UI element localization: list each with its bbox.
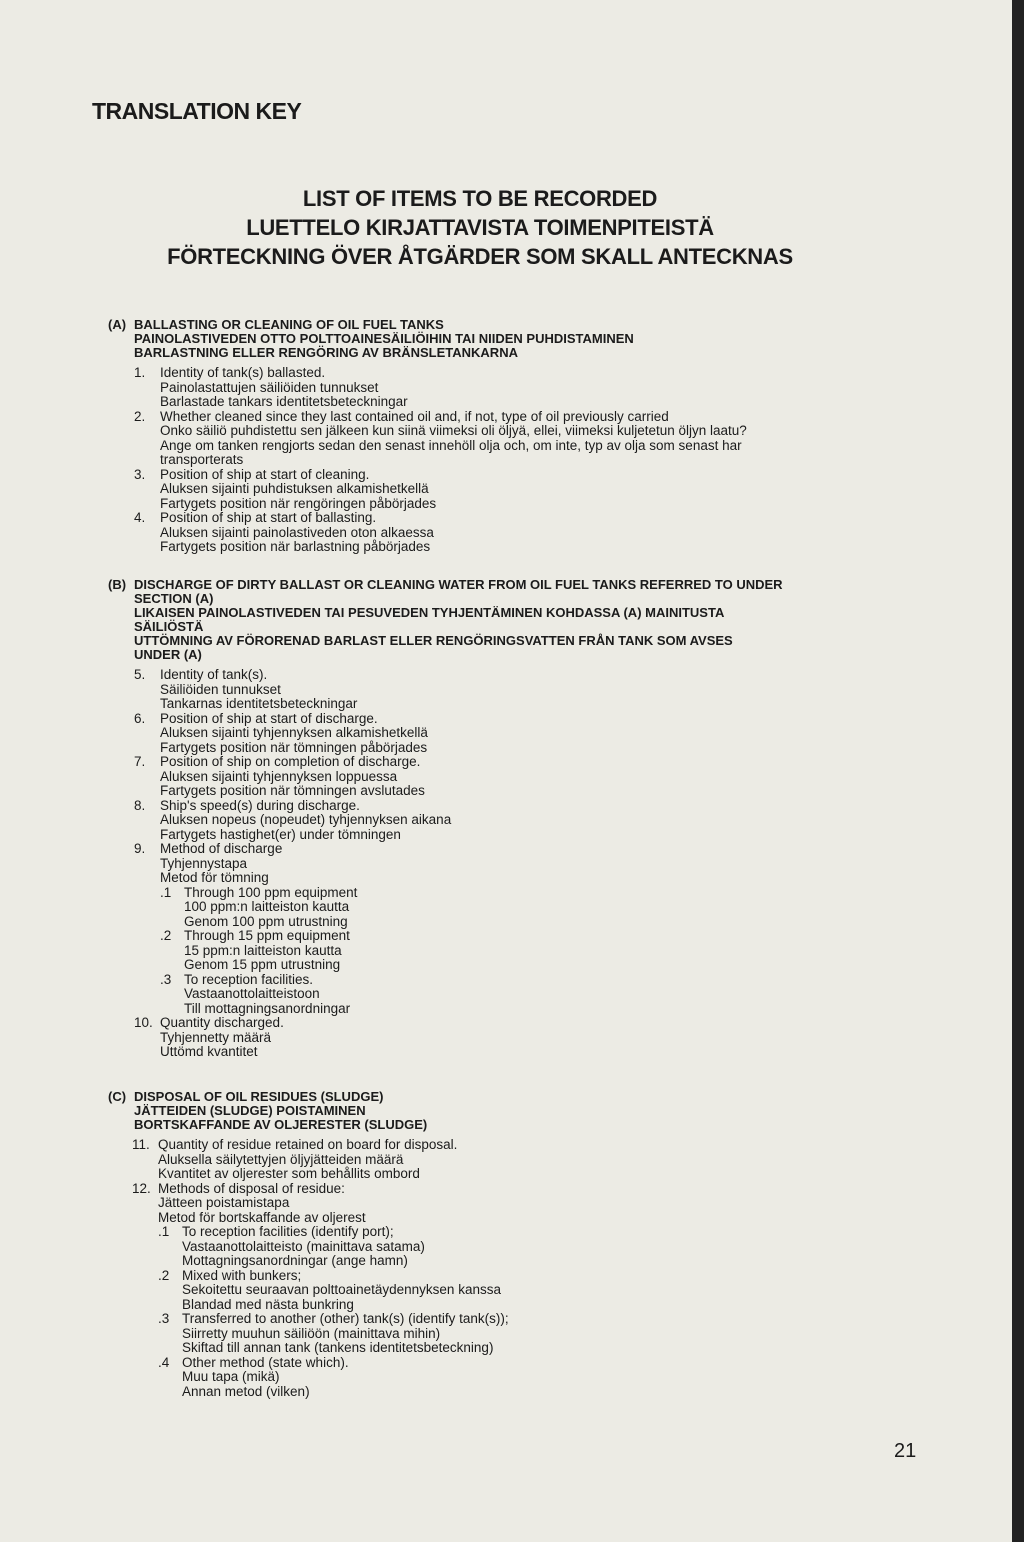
page-number: 21 bbox=[894, 1440, 917, 1462]
sub-item-line: Annan metod (vilken) bbox=[182, 1383, 310, 1399]
item-line: Position of ship at start of ballasting. bbox=[160, 510, 377, 525]
list-item bbox=[134, 712, 783, 756]
list-title-block bbox=[150, 184, 810, 271]
item-number: 4. bbox=[134, 510, 146, 525]
section-heading bbox=[108, 318, 747, 360]
item-number: 9. bbox=[134, 841, 146, 856]
title-swedish: FÖRTECKNING ÖVER ÅTGÄRDER SOM SKALL ANTECKNAS bbox=[167, 244, 793, 269]
section-heading-line: DISPOSAL OF OIL RESIDUES (SLUDGE) bbox=[134, 1089, 384, 1104]
section-heading-line: UTTÖMNING AV FÖRORENAD BARLAST ELLER RENGÖRINGSVATTEN FRÅN TANK SOM AVSES bbox=[134, 633, 733, 648]
sub-item-number: .4 bbox=[158, 1354, 170, 1370]
section-c bbox=[108, 1090, 509, 1399]
item-line: Aluksen sijainti puhdistuksen alkamishetkellä bbox=[160, 481, 429, 496]
section-b bbox=[108, 578, 783, 1060]
sub-item-line: Blandad med nästa bunkring bbox=[182, 1296, 354, 1312]
section-label: (B) bbox=[108, 577, 127, 592]
item-number: 5. bbox=[134, 667, 146, 682]
sub-item-number: .1 bbox=[160, 884, 172, 900]
list-item bbox=[134, 366, 747, 410]
item-line: Ange om tanken rengjorts sedan den senast innehöll olja och, om inte, typ av olja som senast har bbox=[160, 437, 742, 453]
item-line: Fartygets position när tömningen avslutades bbox=[160, 783, 425, 798]
item-line: Methods of disposal of residue: bbox=[158, 1180, 345, 1196]
item-line: Aluksen nopeus (nopeudet) tyhjennyksen aikana bbox=[160, 812, 452, 827]
sub-item-line: Vastaanottolaitteisto (mainittava satama) bbox=[182, 1238, 425, 1254]
item-number: 11. bbox=[132, 1137, 150, 1152]
section-heading-line: JÄTTEIDEN (SLUDGE) POISTAMINEN bbox=[134, 1103, 366, 1118]
item-line: Aluksen sijainti painolastiveden oton alkaessa bbox=[160, 524, 434, 540]
item-line: Aluksella säilytettyjen öljyjätteiden määrä bbox=[158, 1151, 404, 1167]
section-heading-line: DISCHARGE OF DIRTY BALLAST OR CLEANING WATER FROM OIL FUEL TANKS REFERRED TO UNDER bbox=[134, 577, 783, 592]
title-english: LIST OF ITEMS TO BE RECORDED bbox=[302, 186, 658, 211]
sub-item-line: Sekoitettu seuraavan polttoainetäydennyksen kanssa bbox=[182, 1282, 501, 1297]
sub-item-line: Through 100 ppm equipment bbox=[184, 884, 358, 900]
item-line: Barlastade tankars identitetsbeteckningar bbox=[160, 394, 408, 409]
title-finnish: LUETTELO KIRJATTAVISTA TOIMENPITEISTÄ bbox=[246, 215, 714, 240]
item-line: Fartygets position när rengöringen påbörjades bbox=[160, 495, 437, 511]
item-list bbox=[132, 1138, 509, 1399]
list-item bbox=[132, 1182, 509, 1400]
item-line: Metod för tömning bbox=[160, 870, 269, 885]
sub-item-line: Muu tapa (mikä) bbox=[182, 1369, 280, 1384]
item-line: Ship's speed(s) during discharge. bbox=[160, 797, 360, 813]
item-line: Position of ship at start of discharge. bbox=[160, 710, 378, 726]
sub-item-line: Through 15 ppm equipment bbox=[184, 928, 350, 943]
item-list bbox=[134, 668, 783, 1060]
item-line: Quantity discharged. bbox=[160, 1015, 284, 1030]
section-heading-line: UNDER (A) bbox=[134, 647, 202, 662]
sub-item bbox=[158, 1225, 509, 1269]
sub-item-line: Till mottagningsanordningar bbox=[184, 1000, 351, 1016]
sub-item-line: Transferred to another (other) tank(s) (identify tank(s)); bbox=[182, 1311, 509, 1326]
item-line: Uttömd kvantitet bbox=[160, 1044, 258, 1059]
sub-item-line: Vastaanottolaitteistoon bbox=[184, 986, 320, 1001]
item-line: Aluksen sijainti tyhjennyksen alkamishetkellä bbox=[160, 725, 428, 740]
sub-item-number: .3 bbox=[158, 1311, 170, 1326]
section-a bbox=[108, 318, 747, 555]
sub-item-line: Other method (state which). bbox=[182, 1354, 349, 1370]
item-line: Aluksen sijainti tyhjennyksen loppuessa bbox=[160, 768, 398, 784]
sub-item-number: .2 bbox=[160, 928, 172, 943]
item-number: 2. bbox=[134, 408, 146, 424]
item-number: 8. bbox=[134, 797, 146, 813]
sub-item-number: .1 bbox=[158, 1224, 170, 1239]
sub-item bbox=[158, 1356, 509, 1400]
sub-item-line: To reception facilities. bbox=[184, 971, 314, 987]
section-heading-line: LIKAISEN PAINOLASTIVEDEN TAI PESUVEDEN TYHJENTÄMINEN KOHDASSA (A) MAINITUSTA bbox=[134, 605, 725, 620]
section-heading-line: BALLASTING OR CLEANING OF OIL FUEL TANKS bbox=[134, 317, 444, 332]
item-line: Fartygets hastighet(er) under tömningen bbox=[160, 826, 401, 842]
section-heading-line: BORTSKAFFANDE AV OLJERESTER (SLUDGE) bbox=[134, 1117, 428, 1132]
item-number: 6. bbox=[134, 710, 146, 726]
item-line: Identity of tank(s) ballasted. bbox=[160, 365, 326, 380]
item-list bbox=[134, 366, 747, 555]
section-label: (C) bbox=[108, 1089, 127, 1104]
item-line: Fartygets position när barlastning påbörjades bbox=[160, 539, 431, 554]
section-label: (A) bbox=[108, 317, 127, 332]
sub-item-line: Siirretty muuhun säiliöön (mainittava mihin) bbox=[182, 1325, 441, 1341]
section-heading-line: BARLASTNING ELLER RENGÖRING AV BRÄNSLETANKARNA bbox=[134, 345, 518, 360]
item-line: Metod för bortskaffande av oljerest bbox=[158, 1209, 366, 1225]
list-item bbox=[134, 668, 783, 712]
section-heading bbox=[108, 1090, 509, 1132]
item-line: Kvantitet av oljerester som behållits ombord bbox=[158, 1166, 420, 1181]
list-item bbox=[134, 842, 783, 1016]
sub-item-line: 100 ppm:n laitteiston kautta bbox=[184, 899, 350, 914]
list-item bbox=[134, 468, 747, 512]
sub-item-line: Mottagningsanordningar (ange hamn) bbox=[182, 1253, 408, 1268]
sub-item bbox=[158, 1312, 509, 1356]
item-number: 1. bbox=[134, 365, 146, 380]
item-line: Tyhjennystapa bbox=[160, 855, 248, 871]
item-number: 3. bbox=[134, 466, 146, 482]
item-line: Säiliöiden tunnukset bbox=[160, 681, 281, 697]
item-line: Method of discharge bbox=[160, 841, 283, 856]
item-line: Tankarnas identitetsbeteckningar bbox=[160, 696, 358, 711]
item-line: Position of ship at start of cleaning. bbox=[160, 466, 370, 482]
sub-item bbox=[160, 886, 357, 930]
list-item bbox=[134, 511, 747, 555]
list-item bbox=[134, 410, 747, 468]
item-line: Identity of tank(s). bbox=[160, 667, 268, 682]
list-item bbox=[134, 755, 783, 799]
sub-item-line: Genom 15 ppm utrustning bbox=[184, 957, 341, 972]
sub-item bbox=[160, 973, 357, 1017]
section-heading-line: PAINOLASTIVEDEN OTTO POLTTOAINESÄILIÖIHIN TAI NIIDEN PUHDISTAMINEN bbox=[134, 331, 634, 346]
sub-item-number: .3 bbox=[160, 971, 172, 987]
item-number: 10. bbox=[134, 1015, 153, 1030]
section-heading-line: SECTION (A) bbox=[134, 591, 214, 606]
item-line: Quantity of residue retained on board for disposal. bbox=[158, 1137, 458, 1152]
translation-key-heading: TRANSLATION KEY bbox=[92, 98, 302, 124]
list-item bbox=[134, 1016, 783, 1060]
item-line: Onko säiliö puhdistettu sen jälkeen kun siinä viimeksi oli öljyä, ellei, viimeksi kuljetetun öljyn laatu? bbox=[160, 423, 747, 438]
item-line: Painolastattujen säiliöiden tunnukset bbox=[160, 379, 379, 395]
sub-item-line: Skiftad till annan tank (tankens identitetsbeteckning) bbox=[182, 1340, 494, 1355]
sub-item-line: 15 ppm:n laitteiston kautta bbox=[184, 942, 342, 958]
sub-item-line: To reception facilities (identify port); bbox=[182, 1224, 394, 1239]
section-heading bbox=[108, 578, 783, 662]
sub-item bbox=[158, 1269, 509, 1313]
list-item bbox=[132, 1138, 509, 1182]
sub-item-line: Genom 100 ppm utrustning bbox=[184, 913, 348, 929]
section-heading-line: SÄILIÖSTÄ bbox=[134, 619, 204, 634]
item-line: Jätteen poistamistapa bbox=[158, 1195, 290, 1210]
item-line: Whether cleaned since they last contained oil and, if not, type of oil previously carried bbox=[160, 408, 669, 424]
item-line: Position of ship on completion of discharge. bbox=[160, 754, 421, 769]
sub-item bbox=[160, 929, 357, 973]
item-number: 12. bbox=[132, 1180, 151, 1196]
item-line: Fartygets position när tömningen påbörjades bbox=[160, 739, 428, 755]
item-line: transporterats bbox=[160, 452, 244, 467]
sub-item-line: Mixed with bunkers; bbox=[182, 1267, 302, 1283]
item-line: Tyhjennetty määrä bbox=[160, 1029, 272, 1045]
list-item bbox=[134, 799, 783, 843]
item-number: 7. bbox=[134, 754, 146, 769]
scan-edge bbox=[1012, 0, 1024, 1542]
sub-item-number: .2 bbox=[158, 1267, 170, 1283]
